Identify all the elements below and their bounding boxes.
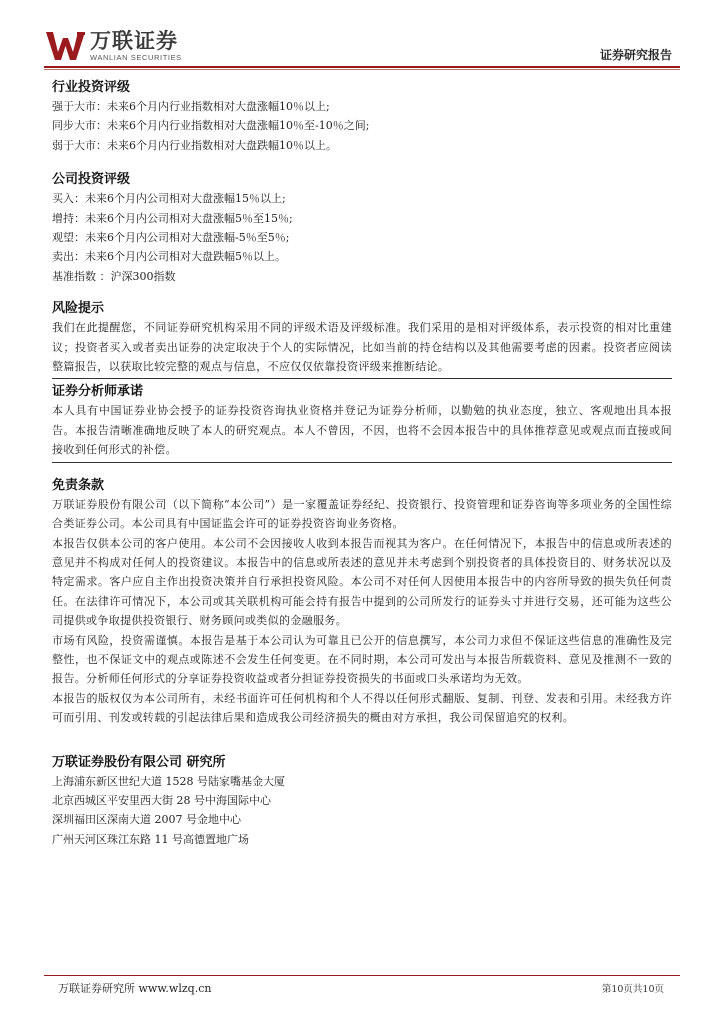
industry-rating-title: 行业投资评级	[52, 80, 131, 95]
page-header	[44, 30, 680, 64]
company-rating-line: 观望：未来6个月内公司相对大盘涨幅-5％至5％;	[52, 231, 290, 245]
section-divider	[52, 462, 672, 463]
disclaimer-section	[52, 477, 672, 728]
risk-title: 风险提示	[52, 301, 105, 317]
risk-section	[52, 300, 672, 379]
industry-rating-line: 同步大市：未来6个月内行业指数相对大盘涨幅10％至-10％之间;	[52, 119, 370, 133]
wanlian-logo-icon	[46, 30, 86, 62]
company-address: 广州天河区珠江东路 11 号高德置地广场	[52, 832, 249, 846]
industry-rating-line: 弱于大市：未来6个月内行业指数相对大盘跌幅10％以上。	[52, 138, 337, 152]
company-address: 上海浦东新区世纪大道 1528 号陆家嘴基金大厦	[52, 774, 285, 788]
disclaimer-paragraph: 市场有风险，投资需谨慎。本报告是基于本公司认为可靠且已公开的信息撰写，本公司力求但不保证这些信息的准确性及完整性，也不保证文中的观点或陈述不会发生任何变更。在不同时期，本公司可发出与本报告所载资料、意见及推测不一致的报告。分析师任何形式的分享证券投资收益或者分担证券投资损失的书面或口头承诺均为无效。	[52, 633, 672, 686]
company-rating-title: 公司投资评级	[52, 172, 131, 188]
brand-name-cn: 万联证券	[90, 29, 178, 53]
report-content	[52, 76, 672, 849]
brand-logo	[46, 30, 182, 64]
industry-rating-section	[52, 79, 672, 155]
header-rule	[44, 66, 680, 68]
section-divider	[52, 378, 672, 379]
company-rating-line: 买入：未来6个月内公司相对大盘涨幅15％以上;	[52, 192, 286, 206]
analyst-title: 证券分析师承诺	[52, 384, 144, 400]
benchmark-index: 基准指数 ：沪深300指数	[52, 269, 176, 283]
report-type: 证券研究报告	[599, 48, 672, 62]
footer-rule	[44, 975, 680, 976]
company-address: 北京西城区平安里西大街 28 号中海国际中心	[52, 793, 271, 807]
header-rule-thin	[44, 69, 680, 70]
company-rating-section	[52, 171, 672, 286]
industry-rating-line: 强于大市：未来6个月内行业指数相对大盘涨幅10％以上;	[52, 100, 330, 113]
analyst-section	[52, 383, 672, 462]
disclaimer-paragraph: 万联证券股份有限公司（以下简称“本公司”）是一家覆盖证券经纪、投资银行、投资管理和证券咨询等多项业务的全国性综合类证券公司。本公司具有中国证监会许可的证券投资咨询业务资格。	[52, 497, 672, 531]
disclaimer-title: 免责条款	[52, 477, 105, 493]
footer-website: 万联证券研究所 www.wlzq.cn	[58, 982, 212, 995]
brand-wordmark	[90, 30, 182, 62]
brand-name-en: WANLIAN SECURITIES	[90, 53, 182, 62]
risk-text: 我们在此提醒您，不同证券研究机构采用不同的评级术语及评级标准。我们采用的是相对评级体系，表示投资的相对比重建议；投资者买入或者卖出证券的决定取决于个人的实际情况，比如当前的持仓结构以及其他需要考虑的因素。投资者应阅读整篇报告，以获取比较完整的观点与信息，不应仅仅依靠投资评级来推断结论。	[52, 321, 672, 374]
disclaimer-paragraph: 本报告仅供本公司的客户使用。本公司不会因接收人收到本报告而视其为客户。在任何情况下，本报告中的信息或所表述的意见并不构成对任何人的投资建议。本报告中的信息或所表述的意见并未考虑到个别投资者的具体投资目的、财务状况以及特定需求。客户应自主作出投资决策并自行承担投资风险。本公司不对任何人因使用本报告中的内容所导致的损失负任何责任。在法律许可情况下，本公司或其关联机构可能会持有报告中提到的公司所发行的证券头寸并进行交易，还可能为这些公司提供或争取提供投资银行、财务顾问或类似的金融服务。	[52, 536, 672, 628]
company-title: 万联证券股份有限公司 研究所	[52, 754, 226, 770]
company-rating-line: 卖出：未来6个月内公司相对大盘跌幅5％以上。	[52, 250, 286, 264]
page-number: 第10页共10页	[601, 984, 664, 995]
analyst-text: 本人具有中国证券业协会授予的证券投资咨询执业资格并登记为证券分析师，以勤勉的执业态度，独立、客观地出具本报告。本报告清晰准确地反映了本人的研究观点。本人不曾因，不因，也将不会因本报告中的具体推荐意见或观点而直接或间接收到任何形式的补偿。	[52, 404, 672, 457]
disclaimer-paragraph: 本报告的版权仅为本公司所有，未经书面许可任何机构和个人不得以任何形式翻版、复制、刊登、发表和引用。未经我方许可而引用、刊发或转载的引起法律后果和造成我公司经济损失的概由对方承担，我公司保留追究的权利。	[52, 691, 672, 725]
company-contact-section	[52, 754, 672, 850]
company-rating-line: 增持：未来6个月内公司相对大盘涨幅5％至15％;	[52, 211, 293, 225]
company-address: 深圳福田区深南大道 2007 号金地中心	[52, 813, 241, 827]
